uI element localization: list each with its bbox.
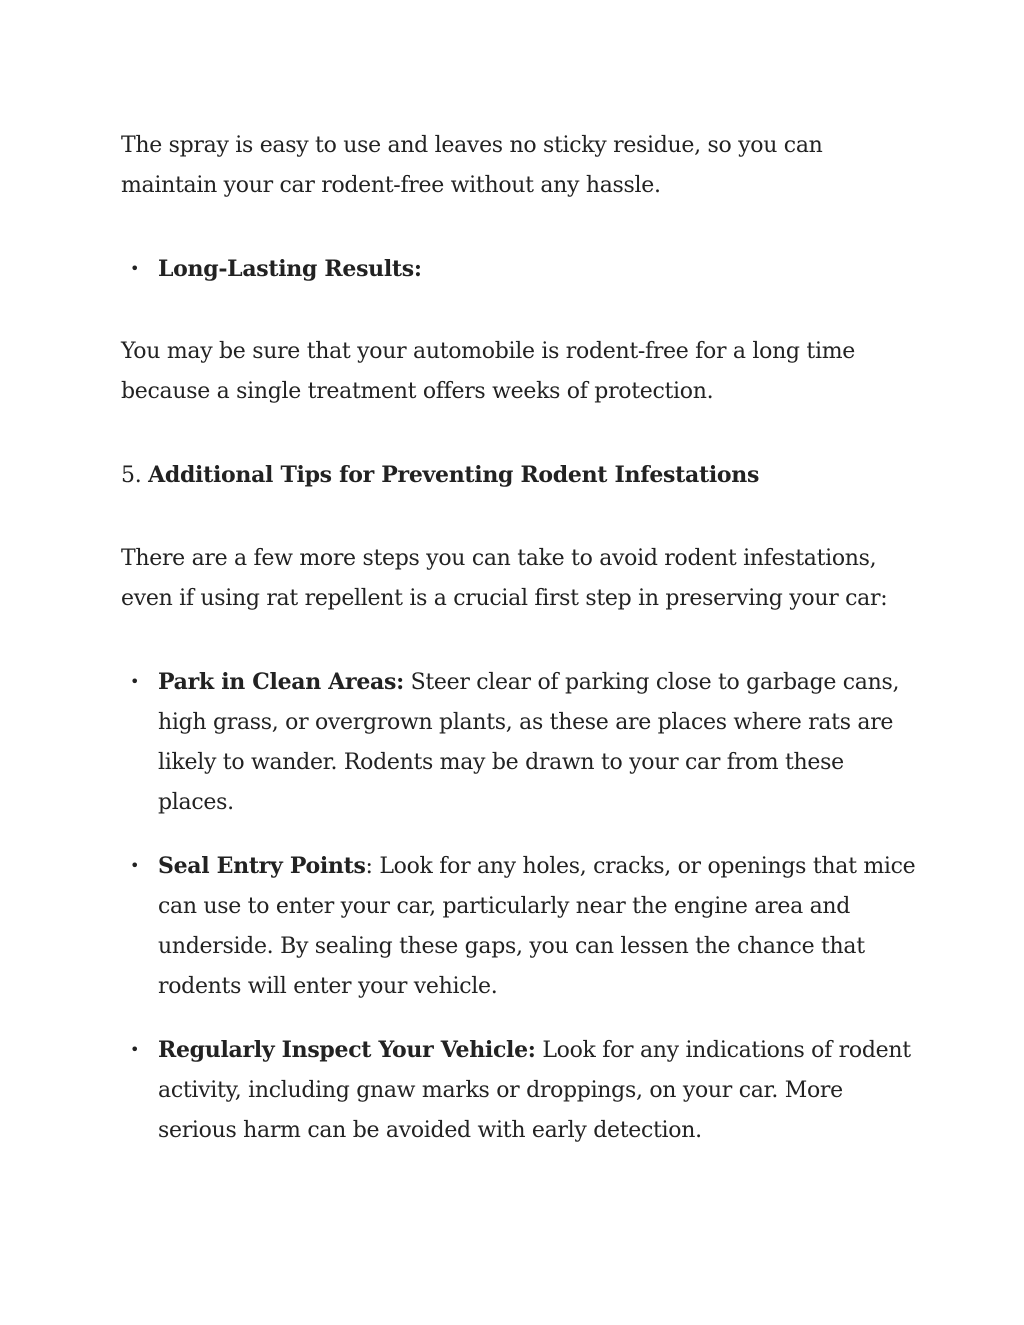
intro-paragraph: The spray is easy to use and leaves no sticky residue, so you can maintain your car rodent-free without any hassle. — [121, 133, 823, 198]
bullet-icon: • — [130, 259, 140, 278]
tip-text: : Look for any holes, cracks, or openings that mice can use to enter your car, particularly near the engine area and underside. By sealing these gaps, you can lessen the chance that rodents will enter your vehicle. — [158, 854, 916, 999]
bullet-icon: • — [130, 856, 140, 875]
tip-label: Regularly Inspect Your Vehicle: — [158, 1037, 536, 1063]
tip-text: Steer clear of parking close to garbage cans, high grass, or overgrown plants, as these are places where rats are likely to wander. Rodents may be drawn to your car from these places. — [158, 670, 900, 815]
section-heading — [121, 455, 921, 496]
list-item — [121, 662, 921, 823]
tips-list — [121, 662, 921, 1151]
bullet-icon: • — [130, 1040, 140, 1059]
tip-text: Look for any indications of rodent activity, including gnaw marks or droppings, on your car. More serious harm can be avoided with early detection. — [158, 1038, 911, 1143]
tip-label: Seal Entry Points — [158, 853, 366, 879]
document-page — [121, 126, 921, 1151]
long-lasting-list — [121, 249, 921, 290]
section-title: Additional Tips for Preventing Rodent Infestations — [148, 462, 760, 488]
long-lasting-paragraph: You may be sure that your automobile is rodent-free for a long time because a single treatment offers weeks of protection. — [121, 339, 855, 404]
list-item — [121, 846, 921, 1007]
list-item — [121, 1030, 921, 1151]
section-number: 5. — [121, 463, 142, 488]
bullet-label: Long-Lasting Results: — [158, 256, 422, 282]
list-item — [121, 249, 921, 290]
tip-label: Park in Clean Areas: — [158, 669, 404, 695]
section-intro-paragraph: There are a few more steps you can take to avoid rodent infestations, even if using rat repellent is a crucial first step in preserving your car: — [121, 546, 888, 611]
bullet-icon: • — [130, 672, 140, 691]
